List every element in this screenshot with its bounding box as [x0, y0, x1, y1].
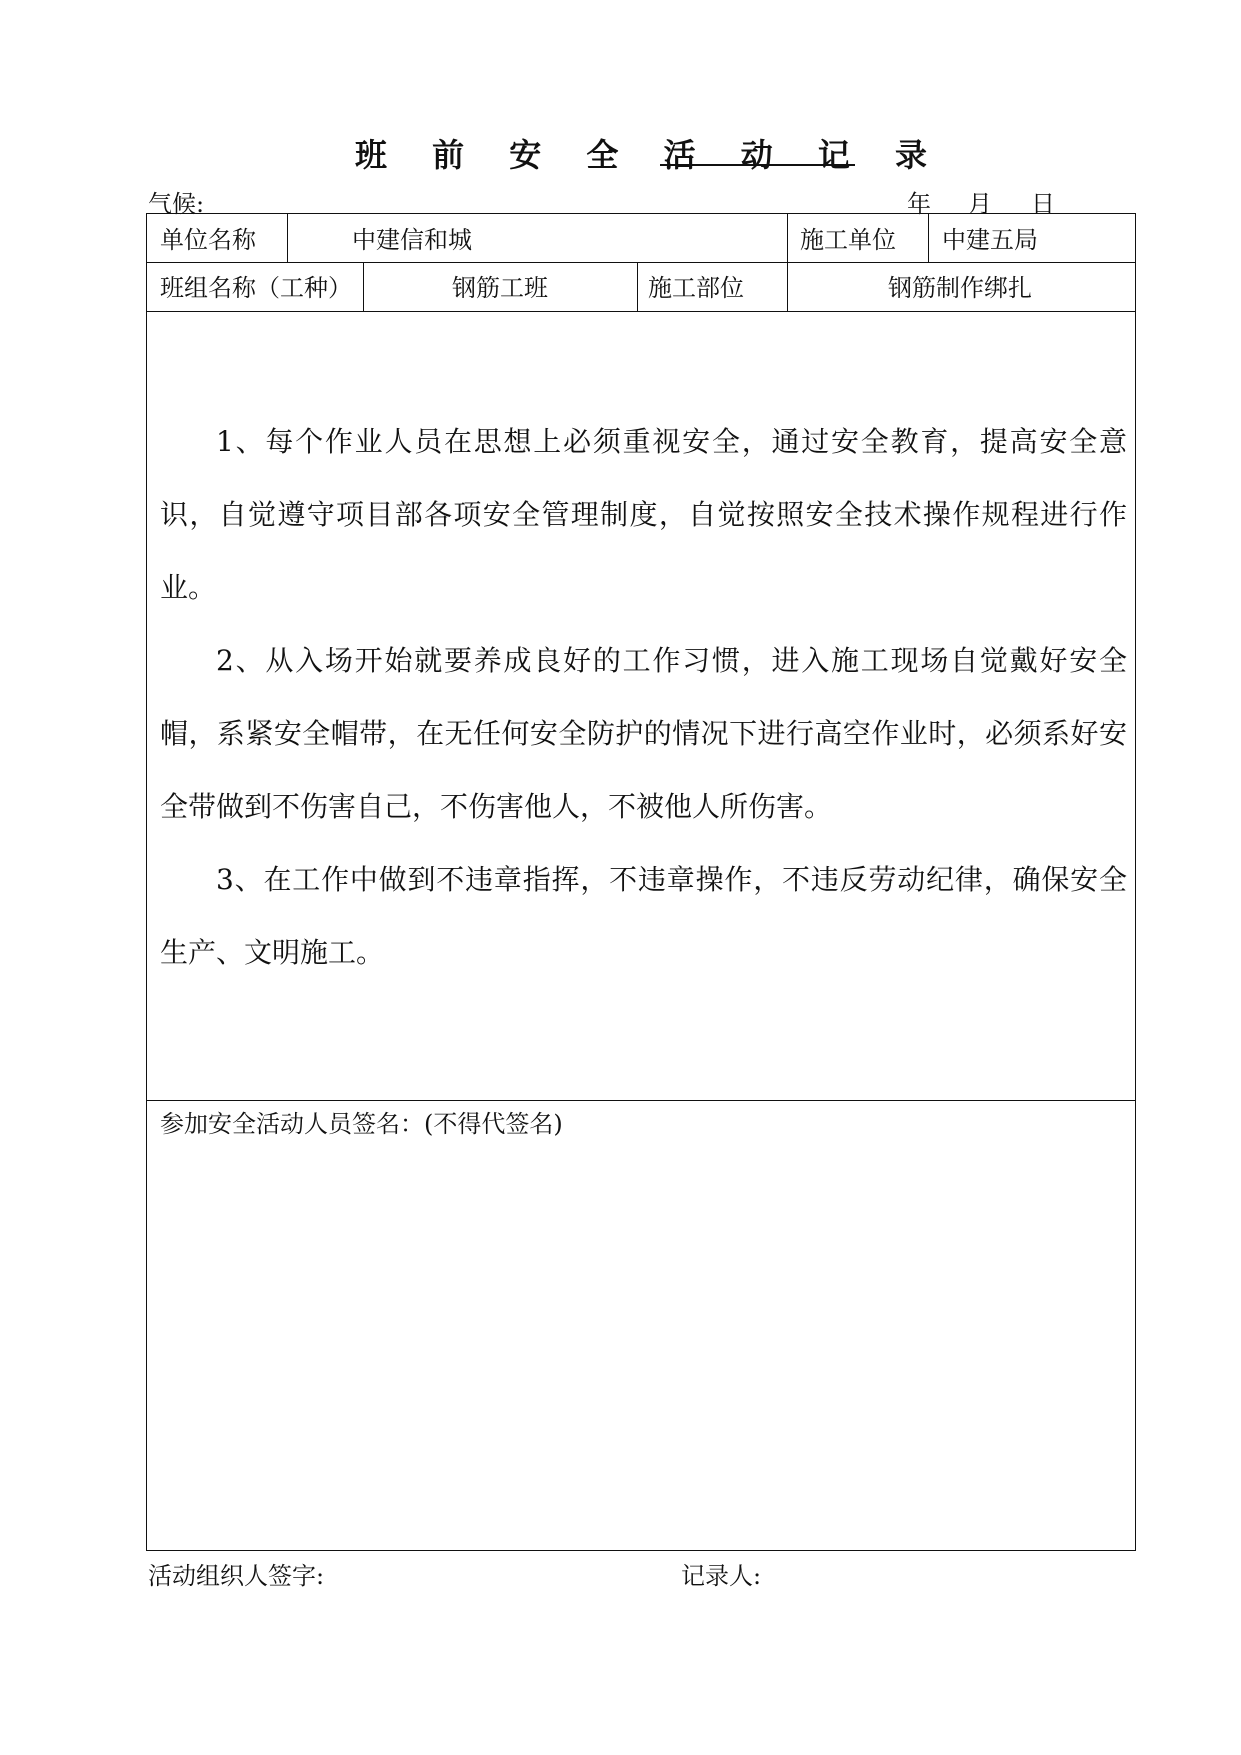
construction-unit-value: 中建五局 — [942, 226, 1038, 254]
safety-content — [160, 405, 1127, 989]
row-divider-1 — [146, 262, 1136, 263]
title-underline — [660, 164, 855, 166]
safety-item-2: 2、从入场开始就要养成良好的工作习惯，进入施工现场自觉戴好安全帽，系紧安全帽带，在无任何安全防护的情况下进行高空作业时，必须系好安全带做到不伤害自己，不伤害他人，不被他人所伤害。 — [160, 644, 1127, 823]
safety-item-1: 1、每个作业人员在思想上必须重视安全，通过安全教育，提高安全意识，自觉遵守项目部各项安全管理制度，自觉按照安全技术操作规程进行作业。 — [160, 425, 1127, 604]
safety-item-3: 3、在工作中做到不违章指挥，不违章操作，不违反劳动纪律，确保安全生产、文明施工。 — [160, 863, 1127, 969]
weather-label: 气候: — [148, 190, 205, 218]
col-divider-r2-b — [637, 262, 638, 311]
organizer-signature-label: 活动组织人签字: — [148, 1562, 325, 1590]
construction-unit-label: 施工单位 — [800, 226, 896, 254]
unit-name-label: 单位名称 — [160, 226, 256, 254]
col-divider-r2-a — [363, 262, 364, 311]
location-label: 施工部位 — [648, 274, 744, 302]
col-divider-r1-b — [787, 213, 788, 311]
day-label: 日 — [1031, 190, 1055, 218]
team-label: 班组名称（工种） — [160, 274, 352, 302]
row-divider-2 — [146, 311, 1136, 312]
recorder-label: 记录人: — [681, 1562, 762, 1590]
col-divider-r1-c — [928, 213, 929, 262]
month-label: 月 — [968, 190, 992, 218]
unit-name-value: 中建信和城 — [352, 226, 472, 254]
page-title: 班 前 安 全 活 动 记 录 — [355, 136, 944, 174]
col-divider-r1-a — [287, 213, 288, 262]
year-label: 年 — [907, 190, 931, 218]
team-value: 钢筋工班 — [452, 274, 548, 302]
participants-signature-label: 参加安全活动人员签名：(不得代签名) — [160, 1110, 563, 1138]
row-divider-3 — [146, 1100, 1136, 1101]
location-value: 钢筋制作绑扎 — [888, 274, 1032, 302]
